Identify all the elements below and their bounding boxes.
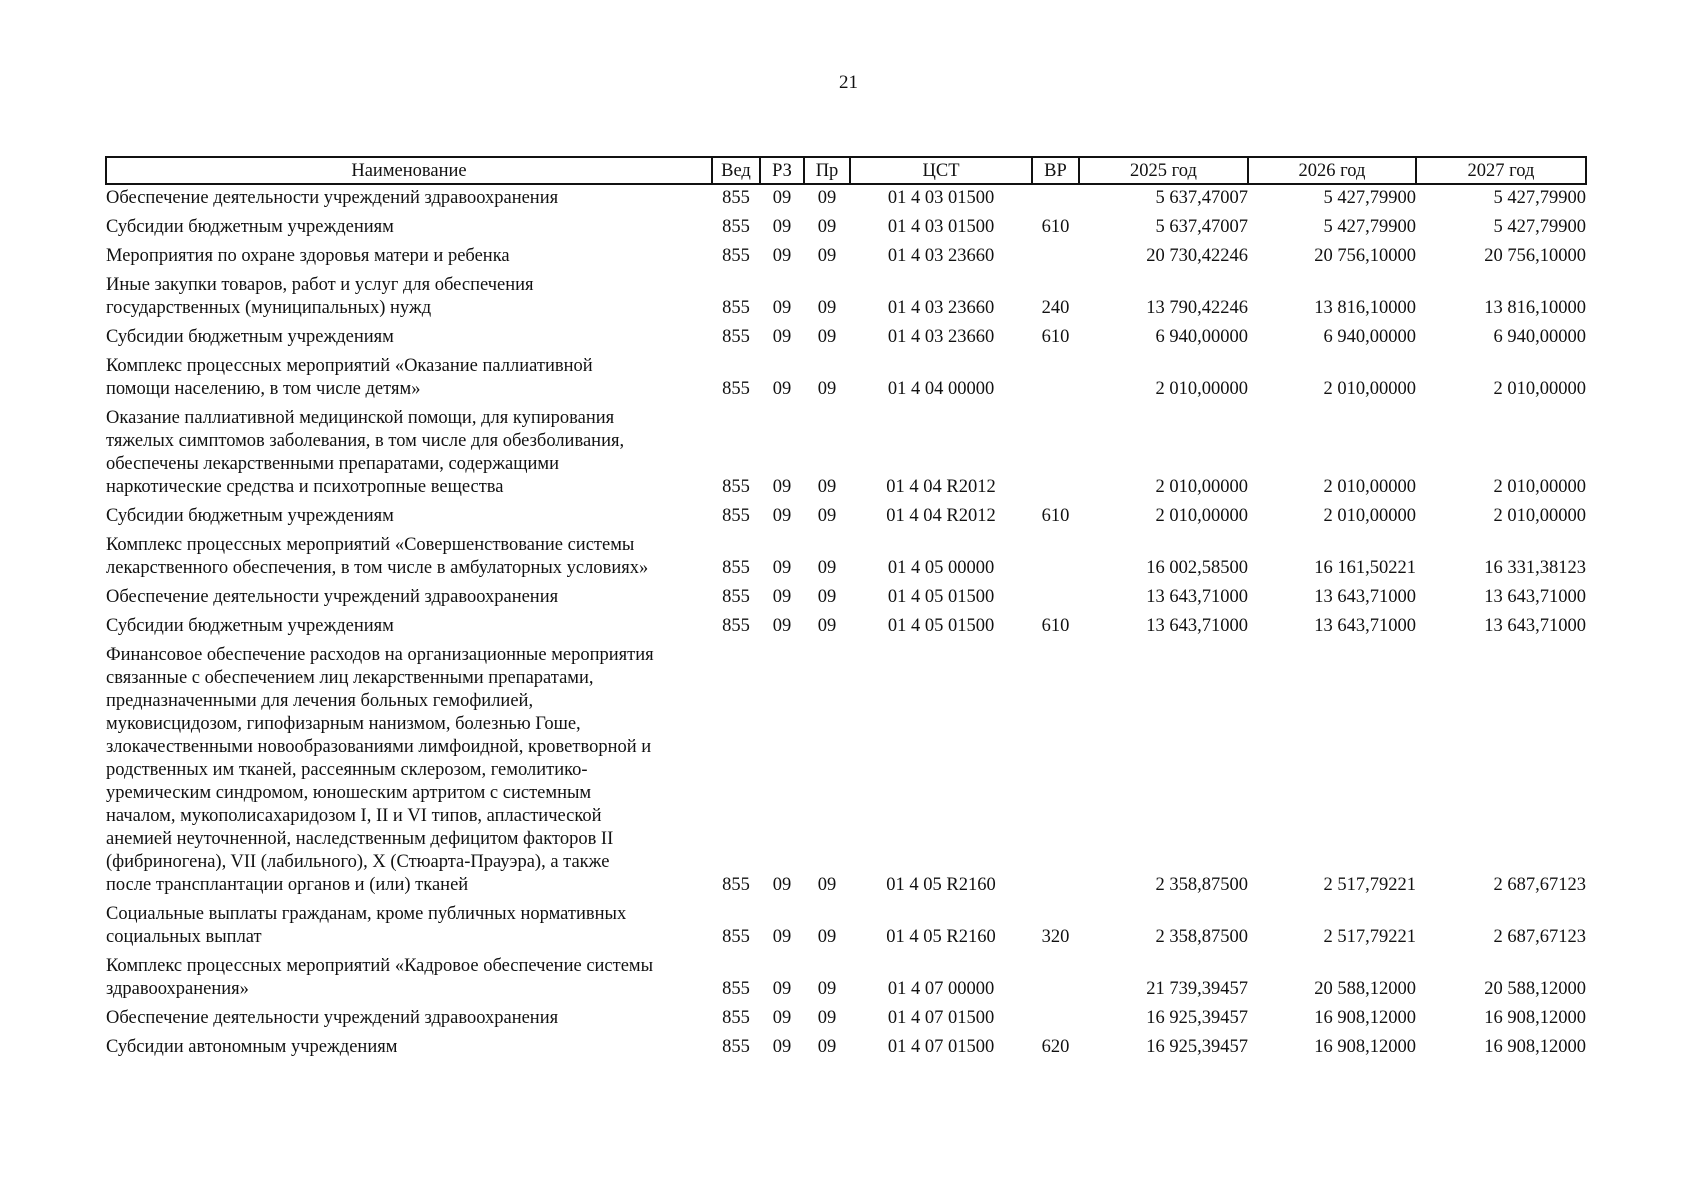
cell-2026: 2 517,79221 [1323,927,1416,947]
cell-pr: 09 [817,298,837,318]
cell-rz: 09 [772,379,792,399]
cell-name: Иные закупки товаров, работ и услуг для обеспечения государственных (муниципальных) нужд [106,275,534,318]
cell-name: Финансовое обеспечение расходов на организационные мероприятия связанные с обеспечением лиц лекарственными препаратами, предназначенными для лечения больных гемофилией, муковисцидозом, гипофизарным нанизмом, болезнью Гоше, злокачественными новообразованиями лимфоидной, кроветворной и родственных им тканей, рассеянным склерозом, гемолитико- уремическим синдромом, юношеским артритом с системным началом, мукополисахаридозом I, II и VI типов, апластической анемией неуточненной, наследственным дефицитом факторов II (фибриногена), VII (лабильного), X (Стюарта-Прауэра), а также после трансплантации органов и (или) тканей [106,645,654,895]
cell-2027: 5 427,79900 [1493,188,1586,208]
cell-2026: 2 010,00000 [1323,506,1416,526]
cell-rz: 09 [772,477,792,497]
table-row [106,1005,1586,1034]
cell-pr: 09 [817,188,837,208]
cell-2025: 5 637,47007 [1155,188,1248,208]
cell-rz: 09 [772,188,792,208]
table-row [106,353,1586,405]
header-name: Наименование [106,157,712,184]
cell-2026: 6 940,00000 [1323,327,1416,347]
table-row [106,1034,1586,1063]
cell-pr: 09 [817,379,837,399]
cell-ved: 855 [722,1008,750,1028]
cell-2026: 13 643,71000 [1314,587,1416,607]
table-row [106,953,1586,1005]
cell-cst: 01 4 05 R2160 [886,875,996,895]
cell-rz: 09 [772,1008,792,1028]
cell-2025: 16 925,39457 [1146,1008,1248,1028]
cell-ved: 855 [722,188,750,208]
cell-ved: 855 [722,1037,750,1057]
header-pr: Пр [804,157,850,184]
cell-vr: 240 [1041,298,1070,318]
cell-cst: 01 4 07 01500 [887,1037,995,1057]
cell-2026: 13 643,71000 [1314,616,1416,636]
cell-ved: 855 [722,927,750,947]
cell-ved: 855 [722,979,750,999]
cell-2027: 16 908,12000 [1484,1037,1586,1057]
cell-2025: 2 358,87500 [1155,875,1248,895]
cell-rz: 09 [772,327,792,347]
cell-2025: 13 790,42246 [1146,298,1248,318]
cell-vr [1032,953,1079,1005]
cell-name: Мероприятия по охране здоровья матери и ребенка [106,246,510,266]
cell-pr: 09 [817,217,837,237]
cell-vr: 320 [1041,927,1070,947]
cell-name: Социальные выплаты гражданам, кроме публичных нормативных социальных выплат [106,904,627,947]
table-body [106,184,1586,1063]
header-2025: 2025 год [1079,157,1248,184]
cell-name: Субсидии бюджетным учреждениям [106,506,394,526]
cell-2027: 13 643,71000 [1484,587,1586,607]
cell-2025: 20 730,42246 [1146,246,1248,266]
cell-vr [1032,532,1079,584]
page-number: 21 [839,72,858,93]
cell-2026: 20 756,10000 [1314,246,1416,266]
cell-cst: 01 4 05 R2160 [886,927,996,947]
cell-vr [1032,405,1079,503]
cell-2026: 20 588,12000 [1314,979,1416,999]
cell-rz: 09 [772,616,792,636]
cell-pr: 09 [817,327,837,347]
table-row [106,405,1586,503]
cell-cst: 01 4 07 01500 [887,1008,995,1028]
cell-2025: 2 010,00000 [1155,506,1248,526]
cell-2027: 2 687,67123 [1493,875,1586,895]
cell-2025: 6 940,00000 [1155,327,1248,347]
cell-pr: 09 [817,979,837,999]
cell-2026: 2 517,79221 [1323,875,1416,895]
header-ved: Вед [712,157,760,184]
header-row [106,157,1586,184]
cell-ved: 855 [722,875,750,895]
cell-2026: 16 161,50221 [1314,558,1416,578]
cell-vr [1032,353,1079,405]
cell-cst: 01 4 05 00000 [887,558,995,578]
cell-2026: 2 010,00000 [1323,477,1416,497]
cell-2025: 16 002,58500 [1146,558,1248,578]
cell-cst: 01 4 03 23660 [887,327,995,347]
cell-vr: 610 [1041,217,1070,237]
cell-pr: 09 [817,246,837,266]
cell-ved: 855 [722,379,750,399]
table-row [106,532,1586,584]
cell-rz: 09 [772,875,792,895]
cell-cst: 01 4 05 01500 [887,587,995,607]
cell-2027: 2 010,00000 [1493,477,1586,497]
cell-ved: 855 [722,217,750,237]
cell-rz: 09 [772,927,792,947]
cell-rz: 09 [772,217,792,237]
cell-2025: 2 010,00000 [1155,477,1248,497]
cell-pr: 09 [817,477,837,497]
cell-2025: 2 358,87500 [1155,927,1248,947]
cell-vr: 620 [1041,1037,1070,1057]
table-row [106,272,1586,324]
cell-cst: 01 4 03 01500 [887,217,995,237]
cell-vr [1032,642,1079,901]
cell-pr: 09 [817,616,837,636]
table-row [106,901,1586,953]
table-row [106,613,1586,642]
cell-rz: 09 [772,558,792,578]
cell-ved: 855 [722,506,750,526]
cell-2027: 5 427,79900 [1493,217,1586,237]
table-row [106,243,1586,272]
cell-name: Субсидии бюджетным учреждениям [106,327,394,347]
table-header [106,157,1586,184]
cell-vr: 610 [1041,327,1070,347]
cell-cst: 01 4 04 R2012 [886,477,996,497]
cell-name: Обеспечение деятельности учреждений здравоохранения [106,188,559,208]
cell-cst: 01 4 05 01500 [887,616,995,636]
cell-name: Субсидии бюджетным учреждениям [106,217,394,237]
cell-2027: 20 588,12000 [1484,979,1586,999]
cell-name: Комплекс процессных мероприятий «Кадровое обеспечение системы здравоохранения» [106,956,654,999]
table-row [106,324,1586,353]
cell-cst: 01 4 07 00000 [887,979,995,999]
budget-table [105,156,1587,1063]
cell-name: Субсидии автономным учреждениям [106,1037,398,1057]
cell-ved: 855 [722,327,750,347]
cell-cst: 01 4 04 00000 [887,379,995,399]
cell-ved: 855 [722,298,750,318]
cell-pr: 09 [817,587,837,607]
cell-2027: 20 756,10000 [1484,246,1586,266]
cell-vr [1032,584,1079,613]
header-rz: РЗ [760,157,804,184]
cell-pr: 09 [817,1037,837,1057]
cell-rz: 09 [772,246,792,266]
cell-2027: 13 643,71000 [1484,616,1586,636]
cell-pr: 09 [817,506,837,526]
cell-rz: 09 [772,1037,792,1057]
header-2026: 2026 год [1248,157,1416,184]
table-row [106,584,1586,613]
cell-ved: 855 [722,246,750,266]
header-cst: ЦСТ [850,157,1032,184]
cell-2027: 2 010,00000 [1493,506,1586,526]
cell-2027: 13 816,10000 [1484,298,1586,318]
cell-2025: 13 643,71000 [1146,587,1248,607]
cell-2027: 2 687,67123 [1493,927,1586,947]
cell-2027: 2 010,00000 [1493,379,1586,399]
cell-rz: 09 [772,587,792,607]
cell-cst: 01 4 03 23660 [887,298,995,318]
cell-vr [1032,184,1079,214]
cell-ved: 855 [722,587,750,607]
cell-rz: 09 [772,979,792,999]
cell-name: Комплекс процессных мероприятий «Оказание паллиативной помощи населению, в том числе детям» [106,356,593,399]
cell-2025: 21 739,39457 [1146,979,1248,999]
table-row [106,503,1586,532]
cell-2025: 16 925,39457 [1146,1037,1248,1057]
cell-2025: 5 637,47007 [1155,217,1248,237]
cell-2026: 5 427,79900 [1323,217,1416,237]
cell-name: Обеспечение деятельности учреждений здравоохранения [106,1008,559,1028]
cell-cst: 01 4 03 23660 [887,246,995,266]
cell-2027: 16 331,38123 [1484,558,1586,578]
cell-name: Комплекс процессных мероприятий «Совершенствование системы лекарственного обеспечения, в том числе в амбулаторных условиях» [106,535,649,578]
cell-cst: 01 4 03 01500 [887,188,995,208]
cell-name: Обеспечение деятельности учреждений здравоохранения [106,587,559,607]
cell-2026: 16 908,12000 [1314,1008,1416,1028]
cell-rz: 09 [772,506,792,526]
cell-ved: 855 [722,558,750,578]
cell-2025: 2 010,00000 [1155,379,1248,399]
header-vr: ВР [1032,157,1079,184]
cell-name: Оказание паллиативной медицинской помощи, для купирования тяжелых симптомов заболевания, в том числе для обезболивания, обеспечены лекарственными препаратами, содержащими наркотические средства и психотропные вещества [106,408,625,497]
cell-2027: 16 908,12000 [1484,1008,1586,1028]
cell-2025: 13 643,71000 [1146,616,1248,636]
cell-vr: 610 [1041,616,1070,636]
cell-name: Субсидии бюджетным учреждениям [106,616,394,636]
cell-2026: 5 427,79900 [1323,188,1416,208]
cell-ved: 855 [722,477,750,497]
cell-pr: 09 [817,1008,837,1028]
cell-2026: 2 010,00000 [1323,379,1416,399]
cell-2026: 13 816,10000 [1314,298,1416,318]
table-row [106,214,1586,243]
table-row [106,184,1586,214]
cell-pr: 09 [817,927,837,947]
cell-vr: 610 [1041,506,1070,526]
header-2027: 2027 год [1416,157,1586,184]
table-row [106,642,1586,901]
cell-2026: 16 908,12000 [1314,1037,1416,1057]
cell-cst: 01 4 04 R2012 [886,506,996,526]
cell-ved: 855 [722,616,750,636]
cell-pr: 09 [817,875,837,895]
cell-vr [1032,243,1079,272]
cell-pr: 09 [817,558,837,578]
cell-rz: 09 [772,298,792,318]
cell-2027: 6 940,00000 [1493,327,1586,347]
cell-vr [1032,1005,1079,1034]
